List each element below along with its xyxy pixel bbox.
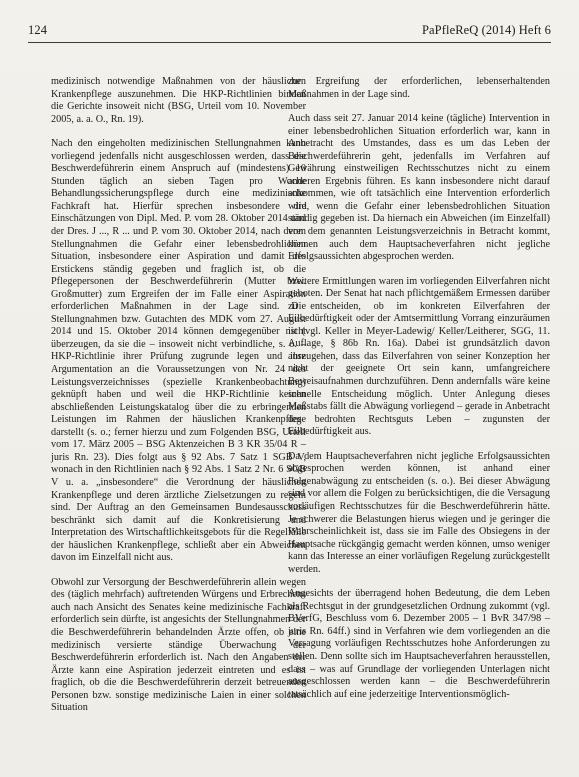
running-head: PaPfleReQ (2014) Heft 6 — [421, 23, 551, 37]
paragraph: Auch dass seit 27. Januar 2014 keine (tägliche) Intervention in einer lebensbedrohlichen Situation erforderlich war, kann in Anbetracht des Umstandes, dass es um das Leben der Beschwerdeführerin geht, jedenfalls im Verfahren auf Gewährung einstweiligen Rechtsschutzes nicht zu einem anderen Ergebnis führen. Es kann insbesondere nicht darauf ankommen, wie oft tatsächlich eine Intervention erforderlich wird, wenn die Gefahr einer lebensbedrohlichen Situation ständig gegeben ist. Da hiernach ein Abweichen (im Einzelfall) von dem genannten Leistungsverzeichnis in Betracht kommt, können auch dem Hauptsacheverfahren nicht jegliche Erfolgsaussichten abgesprochen werden. — [288, 113, 550, 263]
left-column — [51, 76, 306, 727]
paragraph: zur Ergreifung der erforderlichen, lebenserhaltenden Maßnahmen in der Lage sind. — [288, 76, 550, 100]
paragraph: Obwohl zur Versorgung der Beschwerdeführerin allein wegen des (täglich mehrfach) auftretenden Würgens und Erbrechens auch nach Ansicht des Senates keine medizinische Fachkraft erforderlich sein dürfte, ist angesichts der Stellungnahmen der die Beschwerdeführerin behandelnden Ärzte offen, ob eine medizinisch versierte ständige Überwachung der Beschwerdeführerin erforderlich ist. Nach den Angaben der Ärzte kann eine Aspiration jederzeit eintreten und es ist fraglich, ob die die Beschwerdeführerin derzeit betreuenden Personen bzw. sonstige medizinische Laien in einer solchen Situation — [51, 576, 306, 714]
right-column — [288, 76, 550, 713]
paragraph: Angesichts der überragend hohen Bedeutung, die dem Leben als Rechtsgut in der grundgesetzlichen Ordnung zukommt (vgl. BVerfG, Beschluss vom 6. Dezember 2005 – 1 BvR 347/98 – juris Rn. 64ff.) sind in Verfahren wie dem vorliegenden an die Versagung vorläufigen Rechtsschutzes hohe Anforderungen zu stellen. Denn sollte sich im Hauptsacheverfahren herausstellen, dass – was auf Grundlage der vorliegenden Unterlagen nicht ausgeschlossen werden kann – die Beschwerdeführerin tatsächlich auf eine jederzeitige Interventionsmöglich- — [288, 588, 550, 700]
paragraph: medizinisch notwendige Maßnahmen von der häuslichen Krankenpflege auszunehmen. Die HKP-Richtlinien binden die Gerichte insoweit nicht (BSG, Urteil vom 10. November 2005, a. a. O., Rn. 19). — [51, 76, 306, 125]
paragraph: Weitere Ermittlungen waren im vorliegenden Eilverfahren nicht geboten. Der Senat hat nach pflichtgemäßem Ermessen darüber zu entscheiden, ob im konkreten Eilverfahren der Eilbedürftigkeit oder der Amtsermittlung Vorrang einzuräumen ist (vgl. Keller in Meyer-Ladewig/ Keller/Leitherer, SGG, 11. Auflage, § 86b Rn. 16a). Dabei ist grundsätzlich davon auszugehen, dass das Eilverfahren von seiner Konzeption her nicht der geeignete Ort sein kann, umfangreichere Beweisaufnahmen durchzuführen. Denn andernfalls wäre keine schnelle Entscheidung möglich. Unter Anlegung dieses Maßstabs fällt die Abwägung vorliegend – gerade in Anbetracht des bedrohten Rechtsguts Leben – zugunsten der Eilbedürftigkeit aus. — [288, 275, 550, 438]
page-header — [28, 23, 551, 39]
page-number: 124 — [28, 23, 48, 37]
paragraph: Da dem Hauptsacheverfahren nicht jegliche Erfolgsaussichten abgesprochen werden können, ist anhand einer Folgenabwägung zu entscheiden (s. o.). Bei dieser Abwägung sind vor allem die Folgen zu berücksichtigen, die die Versagung vorläufigen Rechtsschutzes für die Beschwerdeführerin hätte. Je schwerer die Belastungen hierus wiegen und je geringer die Wahrscheinlichkeit ist, dass sie im Falle des Obsiegens in der Hauptsache rückgängig gemacht werden können, umso weniger kann das Interesse an einer vorläufigen Regelung zurückgestellt werden. — [288, 450, 550, 575]
paragraph: Nach den eingeholten medizinischen Stellungnahmen kann vorliegend jedenfalls nicht ausgeschlossen werden, dass die Beschwerdeführerin einem Anspruch auf (mindestens) 10 Stunden täglich an sieben Tagen pro Woche Behandlungssicherungspflege durch eine medizinische Fachkraft hat. Hierfür sprechen insbesondere die Einschätzungen von Dipl. Med. P. vom 28. Oktober 2014 und der Dres. J ..., R ... und P. vom 30. Oktober 2014, nach deren Stellungnahmen die Gefahr einer lebensbedrohlichen Situation, insbesondere einer Aspiration und damit des Erstickens ständig gegeben und fraglich ist, ob die Pflegepersonen der Beschwerdeführerin (Mutter bzw. Großmutter) zum Ergreifen der im Falle einer Aspiration erforderlichen Maßnahmen in der Lage sind. Die Stellungnahmen bzw. Gutachten des MDK vom 27. August 2014 und 15. Oktober 2014 können demgegenüber nicht überzeugen, da sie die – insoweit nicht verbindliche, s. o. – HKP-Richtlinie ihrer Prüfung zugrunde legen und ihre Argumentation an die Voraussetzungen von Nr. 24 des Leistungsverzeichnisses (spezielle Krankenbeobachtung) geknüpft haben und weil die HKP-Richtlinie keinen abschließenden Leistungskatalog über die zu erbringenden Leistungen im Rahmen der häuslichen Krankenpflege darstellt (s. o.; ferner hierzu und zum Folgenden BSG, Urteil vom 17. März 2005 – BSG Aktenzeichen B 3 KR 35/04 R – juris Rn. 23). Dies folgt aus § 92 Abs. 7 Satz 1 SGB V, wonach in den Richtlinien nach § 92 Abs. 1 Satz 2 Nr. 6 SGB V u. a. „insbesondere“ die Verordnung der häuslichen Krankenpflege und deren ärztliche Zielsetzungen zu regeln sind. Der Auftrag an den Gemeinsamen Bundesausschuss beschränkt sich damit auf die Konkretisierung und Interpretation des Wirtschaftlichkeitsgebots für die Regelfälle der häuslichen Krankenpflege, schließt aber ein Abweichen davon im Einzelfall nicht aus. — [51, 138, 306, 564]
header-rule — [28, 42, 551, 43]
